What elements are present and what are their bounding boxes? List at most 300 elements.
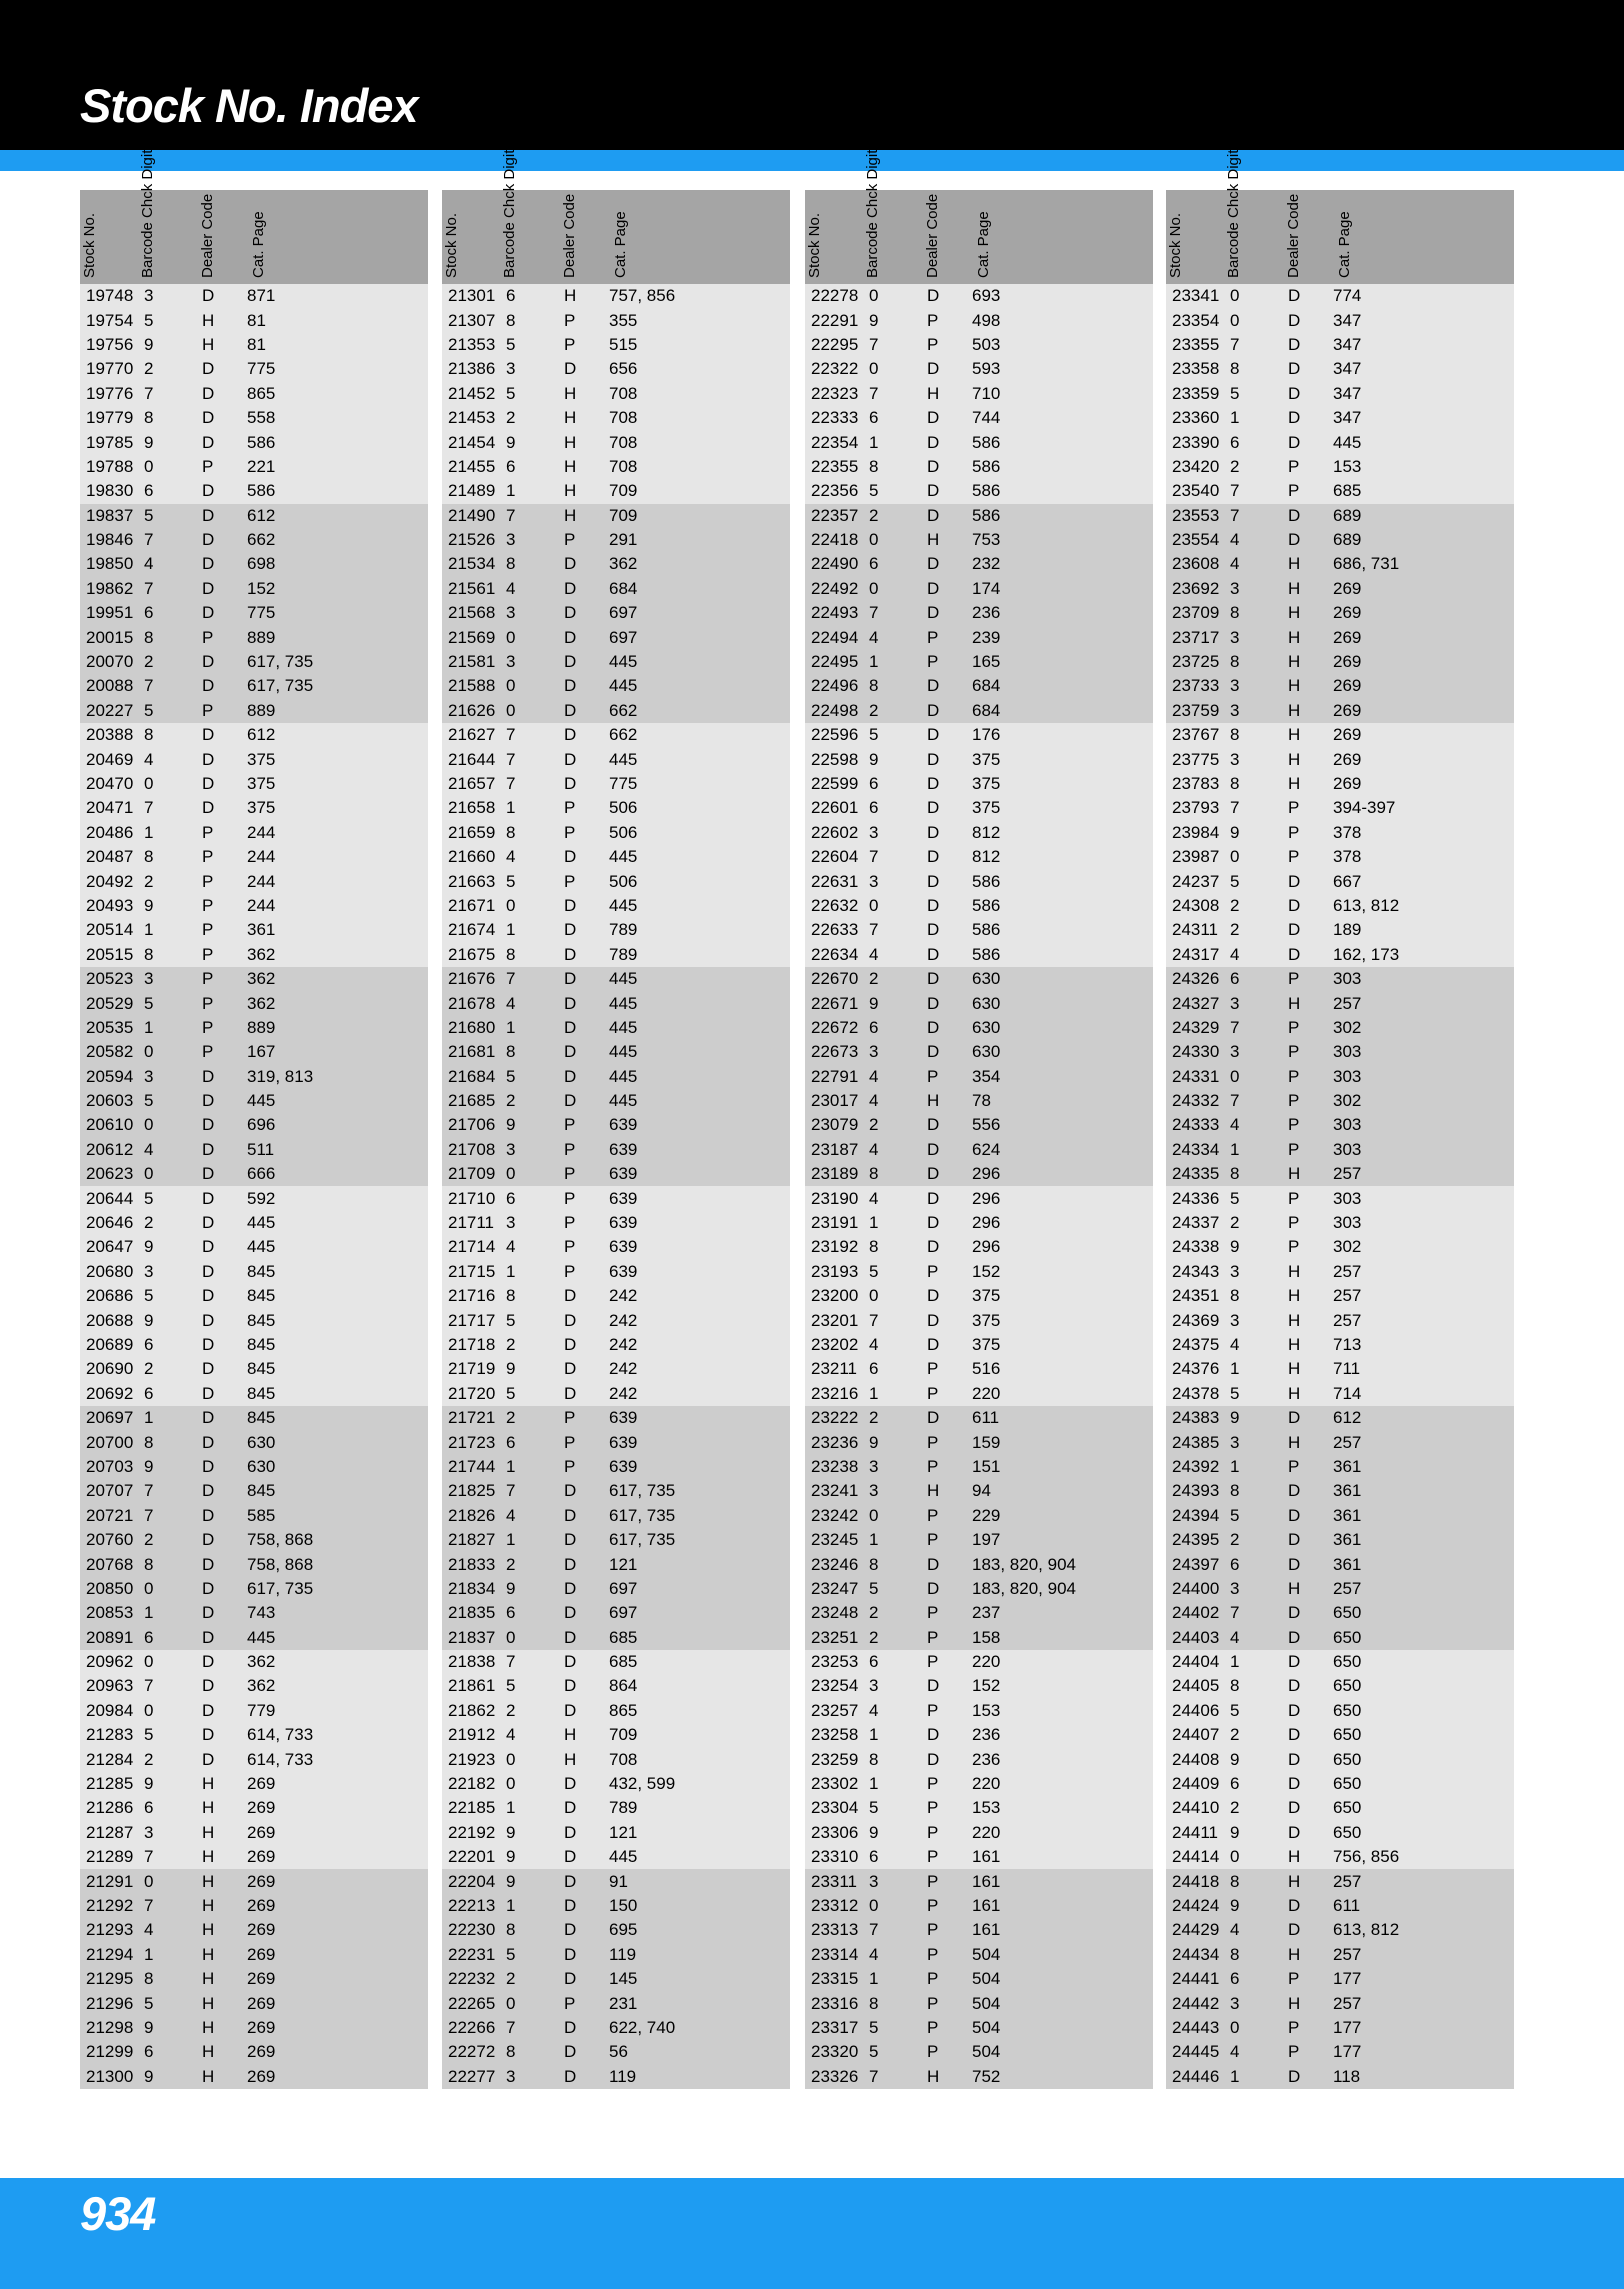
barcode-check-digit: 6 [506, 1188, 516, 1208]
table-row [80, 284, 428, 308]
dealer-code: D [927, 1213, 940, 1233]
stock-number: 22492 [811, 578, 859, 598]
catalog-page: 650 [1333, 1627, 1362, 1647]
barcode-check-digit: 7 [144, 1847, 154, 1867]
table-row [1166, 1845, 1514, 1869]
table-row [80, 1894, 428, 1918]
stock-number: 23733 [1172, 676, 1220, 696]
table-row [1166, 2040, 1514, 2064]
catalog-page: 269 [247, 1774, 276, 1794]
stock-number: 23189 [811, 1164, 859, 1184]
stock-number: 22634 [811, 944, 859, 964]
stock-number: 23767 [1172, 725, 1220, 745]
table-row [805, 430, 1153, 454]
barcode-check-digit: 3 [144, 1261, 154, 1281]
stock-number: 23540 [1172, 481, 1220, 501]
stock-number: 21715 [448, 1261, 496, 1281]
stock-number: 19846 [86, 530, 134, 550]
table-row [80, 1333, 428, 1357]
barcode-check-digit: 7 [869, 1920, 879, 1940]
dealer-code: D [927, 798, 940, 818]
table-row [442, 1089, 790, 1113]
stock-number: 21293 [86, 1920, 134, 1940]
stock-number: 24395 [1172, 1530, 1220, 1550]
stock-number: 24403 [1172, 1627, 1220, 1647]
dealer-code: P [927, 1603, 939, 1623]
stock-number: 20535 [86, 1017, 134, 1037]
catalog-page: 617, 735 [609, 1481, 676, 1501]
stock-number: 20963 [86, 1676, 134, 1696]
table-row [442, 1650, 790, 1674]
dealer-code: D [927, 1310, 940, 1330]
table-row [80, 430, 428, 454]
catalog-page: 592 [247, 1188, 276, 1208]
catalog-page: 445 [609, 676, 638, 696]
dealer-code: D [1288, 944, 1301, 964]
dealer-code: H [1288, 1286, 1301, 1306]
dealer-code: D [927, 505, 940, 525]
stock-number: 23245 [811, 1530, 859, 1550]
dealer-code: D [927, 725, 940, 745]
table-row [442, 2065, 790, 2089]
table-row [1166, 943, 1514, 967]
stock-number: 23311 [811, 1871, 858, 1891]
dealer-code: P [202, 700, 214, 720]
table-row [80, 1796, 428, 1820]
catalog-page: 650 [1333, 1749, 1362, 1769]
catalog-page: 753 [972, 530, 1001, 550]
stock-number: 24308 [1172, 895, 1220, 915]
table-row [442, 1845, 790, 1869]
barcode-check-digit: 1 [144, 822, 154, 842]
table-row [1166, 528, 1514, 552]
stock-number: 24337 [1172, 1213, 1220, 1233]
header-accent-stripe [0, 150, 1624, 171]
barcode-check-digit: 2 [1230, 1798, 1240, 1818]
catalog-page: 709 [609, 505, 638, 525]
catalog-page: 506 [609, 822, 638, 842]
stock-number: 23793 [1172, 798, 1220, 818]
table-row [442, 894, 790, 918]
dealer-code: H [1288, 554, 1301, 574]
dealer-code: H [202, 1895, 215, 1915]
catalog-page: 445 [609, 847, 638, 867]
catalog-page: 150 [609, 1895, 638, 1915]
barcode-check-digit: 3 [869, 871, 879, 891]
table-row [805, 455, 1153, 479]
table-row [805, 845, 1153, 869]
catalog-page: 812 [972, 822, 1001, 842]
barcode-check-digit: 1 [869, 432, 879, 452]
barcode-check-digit: 5 [506, 1066, 516, 1086]
dealer-code: P [927, 627, 939, 647]
dealer-code: D [927, 1578, 940, 1598]
barcode-check-digit: 3 [1230, 676, 1240, 696]
stock-number: 24333 [1172, 1115, 1220, 1135]
stock-number: 24237 [1172, 871, 1220, 891]
stock-number: 20227 [86, 700, 134, 720]
stock-number: 21526 [448, 530, 496, 550]
table-row [80, 1845, 428, 1869]
dealer-code: D [564, 627, 577, 647]
dealer-code: P [564, 1993, 576, 2013]
stock-number: 24332 [1172, 1091, 1220, 1111]
barcode-check-digit: 2 [506, 1554, 516, 1574]
catalog-page: 174 [972, 578, 1001, 598]
catalog-page: 221 [247, 456, 276, 476]
barcode-check-digit: 1 [869, 1774, 879, 1794]
catalog-page: 667 [1333, 871, 1362, 891]
barcode-check-digit: 7 [144, 1676, 154, 1696]
stock-number: 21719 [448, 1359, 496, 1379]
table-row [805, 1382, 1153, 1406]
barcode-check-digit: 6 [144, 1334, 154, 1354]
table-row [80, 1406, 428, 1430]
dealer-code: P [202, 895, 214, 915]
barcode-check-digit: 8 [1230, 1871, 1240, 1891]
catalog-page: 269 [247, 2066, 276, 2086]
dealer-code: D [202, 359, 215, 379]
dealer-code: D [564, 895, 577, 915]
stock-number: 19754 [86, 310, 134, 330]
barcode-check-digit: 5 [144, 1188, 154, 1208]
table-row [1166, 1821, 1514, 1845]
catalog-page: 516 [972, 1359, 1001, 1379]
dealer-code: P [927, 1871, 939, 1891]
table-row [80, 1674, 428, 1698]
catalog-page: 445 [247, 1237, 276, 1257]
barcode-check-digit: 6 [869, 1017, 879, 1037]
barcode-check-digit: 3 [869, 1676, 879, 1696]
stock-number: 22291 [811, 310, 859, 330]
barcode-check-digit: 7 [869, 847, 879, 867]
dealer-code: P [927, 1895, 939, 1915]
stock-number: 20088 [86, 676, 134, 696]
barcode-check-digit: 1 [506, 481, 516, 501]
stock-number: 21386 [448, 359, 496, 379]
table-row [1166, 2016, 1514, 2040]
barcode-check-digit: 2 [144, 652, 154, 672]
dealer-code: D [927, 286, 940, 306]
stock-number: 24351 [1172, 1286, 1220, 1306]
barcode-check-digit: 3 [1230, 1310, 1240, 1330]
dealer-code: D [564, 1578, 577, 1598]
dealer-code: D [1288, 1554, 1301, 1574]
catalog-page: 78 [972, 1091, 991, 1111]
table-row [1166, 479, 1514, 503]
dealer-code: D [1288, 1895, 1301, 1915]
stock-number: 22201 [448, 1847, 496, 1867]
catalog-page: 617, 735 [247, 1578, 314, 1598]
stock-number: 23358 [1172, 359, 1220, 379]
catalog-page: 845 [247, 1359, 276, 1379]
table-row [1166, 1869, 1514, 1893]
barcode-check-digit: 4 [869, 1700, 879, 1720]
catalog-page: 269 [1333, 578, 1362, 598]
table-row [442, 577, 790, 601]
barcode-check-digit: 8 [144, 1969, 154, 1989]
stock-number: 24334 [1172, 1139, 1220, 1159]
dealer-code: D [927, 1164, 940, 1184]
catalog-page: 613, 812 [1333, 895, 1400, 915]
dealer-code: P [1288, 2017, 1300, 2037]
stock-number: 21581 [448, 652, 496, 672]
stock-number: 21718 [448, 1334, 496, 1354]
barcode-check-digit: 5 [869, 725, 879, 745]
catalog-page: 257 [1333, 1261, 1362, 1281]
dealer-code: D [202, 1676, 215, 1696]
catalog-page: 614, 733 [247, 1725, 314, 1745]
barcode-check-digit: 9 [1230, 822, 1240, 842]
dealer-code: H [1288, 1944, 1301, 1964]
dealer-code: D [1288, 383, 1301, 403]
catalog-page: 586 [972, 871, 1001, 891]
stock-number: 22496 [811, 676, 859, 696]
dealer-code: H [564, 1725, 577, 1745]
dealer-code: D [202, 1383, 215, 1403]
catalog-page: 362 [247, 1676, 276, 1696]
barcode-check-digit: 6 [144, 1383, 154, 1403]
dealer-code: D [564, 1895, 577, 1915]
barcode-check-digit: 8 [1230, 774, 1240, 793]
dealer-code: P [1288, 847, 1300, 867]
barcode-check-digit: 9 [144, 432, 154, 452]
dealer-code: P [927, 334, 939, 354]
stock-number: 23317 [811, 2017, 859, 2037]
dealer-code: P [1288, 1213, 1300, 1233]
barcode-check-digit: 4 [506, 1505, 516, 1525]
stock-number: 24410 [1172, 1798, 1220, 1818]
catalog-page: 159 [972, 1432, 1001, 1452]
stock-number: 22278 [811, 286, 859, 306]
catalog-page: 244 [247, 847, 276, 867]
table-row [1166, 1016, 1514, 1040]
table-row [80, 625, 428, 649]
barcode-check-digit: 0 [869, 1286, 879, 1306]
table-row [442, 1357, 790, 1381]
dealer-code: D [564, 1676, 577, 1696]
barcode-check-digit: 9 [506, 1847, 516, 1867]
catalog-page: 686, 731 [1333, 554, 1400, 574]
table-row [442, 1601, 790, 1625]
table-row [80, 1284, 428, 1308]
catalog-page: 269 [247, 1822, 276, 1842]
barcode-check-digit: 4 [144, 1139, 154, 1159]
catalog-page: 709 [609, 481, 638, 501]
stock-number: 20853 [86, 1603, 134, 1623]
catalog-page: 445 [247, 1091, 276, 1111]
table-row [805, 1479, 1153, 1503]
catalog-page: 693 [972, 286, 1001, 306]
barcode-check-digit: 2 [1230, 1530, 1240, 1550]
catalog-page: 775 [247, 359, 276, 379]
dealer-code: H [1288, 1847, 1301, 1867]
table-row [805, 1065, 1153, 1089]
barcode-check-digit: 4 [1230, 530, 1240, 550]
dealer-code: P [564, 1261, 576, 1281]
barcode-check-digit: 9 [1230, 1237, 1240, 1257]
barcode-check-digit: 9 [506, 1578, 516, 1598]
table-row [80, 1577, 428, 1601]
dealer-code: D [564, 1091, 577, 1111]
barcode-check-digit: 1 [1230, 1359, 1240, 1379]
dealer-code: D [564, 944, 577, 964]
catalog-page: 845 [247, 1383, 276, 1403]
catalog-page: 789 [609, 944, 638, 964]
barcode-check-digit: 5 [1230, 1188, 1240, 1208]
stock-number: 21626 [448, 700, 496, 720]
stock-number: 21569 [448, 627, 496, 647]
stock-number: 22322 [811, 359, 859, 379]
stock-number: 24446 [1172, 2066, 1220, 2086]
stock-number: 20697 [86, 1408, 134, 1428]
catalog-page: 269 [247, 1969, 276, 1989]
table-row [80, 1601, 428, 1625]
table-row [1166, 577, 1514, 601]
table-row [1166, 1113, 1514, 1137]
dealer-code: D [927, 603, 940, 623]
catalog-page: 229 [972, 1505, 1001, 1525]
dealer-code: D [564, 652, 577, 672]
barcode-check-digit: 8 [506, 1286, 516, 1306]
dealer-code: P [927, 1432, 939, 1452]
stock-number: 21681 [448, 1042, 496, 1062]
catalog-page: 91 [609, 1871, 628, 1891]
dealer-code: D [564, 2017, 577, 2037]
table-row [80, 723, 428, 747]
catalog-page: 613, 812 [1333, 1920, 1400, 1940]
catalog-page: 269 [247, 1895, 276, 1915]
catalog-page: 695 [609, 1920, 638, 1940]
barcode-check-digit: 1 [506, 920, 516, 940]
stock-number: 19850 [86, 554, 134, 574]
dealer-code: D [202, 554, 215, 574]
stock-number: 23984 [1172, 822, 1220, 842]
index-table [442, 149, 790, 2089]
dealer-code: D [564, 1627, 577, 1647]
dealer-code: P [927, 2017, 939, 2037]
dealer-code: P [927, 1920, 939, 1940]
catalog-page: 269 [1333, 627, 1362, 647]
barcode-check-digit: 8 [1230, 725, 1240, 745]
stock-number: 23192 [811, 1237, 859, 1257]
stock-number: 23306 [811, 1822, 859, 1842]
column-header-dealer: Dealer Code [1285, 193, 1302, 278]
barcode-check-digit: 8 [869, 1164, 879, 1184]
table-row [805, 699, 1153, 723]
stock-number: 23783 [1172, 774, 1220, 793]
table-row [80, 2016, 428, 2040]
catalog-page: 121 [609, 1822, 638, 1842]
table-row [1166, 1699, 1514, 1723]
barcode-check-digit: 7 [506, 774, 516, 793]
table-row [1166, 1528, 1514, 1552]
dealer-code: H [1288, 1359, 1301, 1379]
dealer-code: D [564, 2066, 577, 2086]
dealer-code: H [1288, 725, 1301, 745]
catalog-page: 375 [247, 798, 276, 818]
table-row [442, 455, 790, 479]
dealer-code: D [202, 1749, 215, 1769]
stock-number: 21723 [448, 1432, 496, 1452]
stock-number: 20760 [86, 1530, 134, 1550]
table-row [805, 991, 1153, 1015]
column-header-cat-page: Cat. Page [612, 211, 629, 278]
stock-number: 23236 [811, 1432, 859, 1452]
dealer-code: P [1288, 1188, 1300, 1208]
barcode-check-digit: 7 [1230, 1091, 1240, 1111]
catalog-page: 269 [247, 1798, 276, 1818]
table-row [1166, 1138, 1514, 1162]
stock-number: 21720 [448, 1383, 496, 1403]
table-row [1166, 1967, 1514, 1991]
table-row [1166, 1455, 1514, 1479]
table-row [805, 1357, 1153, 1381]
dealer-code: D [564, 1359, 577, 1379]
barcode-check-digit: 2 [1230, 920, 1240, 940]
dealer-code: P [1288, 822, 1300, 842]
barcode-check-digit: 7 [144, 530, 154, 550]
dealer-code: D [927, 578, 940, 598]
dealer-code: P [564, 1164, 576, 1184]
barcode-check-digit: 8 [144, 944, 154, 964]
table-row [1166, 699, 1514, 723]
table-row [805, 357, 1153, 381]
table-row [1166, 455, 1514, 479]
stock-number: 20514 [86, 920, 134, 940]
table-row [442, 552, 790, 576]
stock-number: 21674 [448, 920, 496, 940]
dealer-code: P [1288, 1237, 1300, 1257]
catalog-page: 362 [247, 944, 276, 964]
dealer-code: P [927, 1969, 939, 1989]
catalog-page: 375 [247, 749, 276, 769]
catalog-page: 257 [1333, 1871, 1362, 1891]
catalog-page: 639 [609, 1115, 638, 1135]
table-row [442, 1065, 790, 1089]
table-row [805, 1260, 1153, 1284]
dealer-code: D [564, 1969, 577, 1989]
dealer-code: P [202, 847, 214, 867]
catalog-page: 445 [1333, 432, 1362, 452]
stock-number: 23725 [1172, 652, 1220, 672]
stock-number: 20523 [86, 969, 134, 989]
table-row [442, 1308, 790, 1332]
dealer-code: P [564, 530, 576, 550]
dealer-code: D [927, 1237, 940, 1257]
barcode-check-digit: 9 [506, 1115, 516, 1135]
table-row [1166, 1625, 1514, 1649]
catalog-page: 375 [972, 1286, 1001, 1306]
table-row [1166, 1479, 1514, 1503]
barcode-check-digit: 3 [506, 530, 516, 550]
barcode-check-digit: 0 [869, 895, 879, 915]
stock-number: 24331 [1172, 1066, 1220, 1086]
dealer-code: P [202, 1042, 214, 1062]
catalog-page: 779 [247, 1700, 276, 1720]
table-row [442, 674, 790, 698]
page-number: 934 [80, 2187, 156, 2240]
table-row [805, 308, 1153, 332]
stock-number: 24404 [1172, 1652, 1220, 1672]
barcode-check-digit: 1 [144, 1603, 154, 1623]
dealer-code: P [927, 310, 939, 330]
table-row [80, 1869, 428, 1893]
table-row [805, 1089, 1153, 1113]
barcode-check-digit: 5 [506, 1383, 516, 1403]
barcode-check-digit: 0 [144, 1115, 154, 1135]
dealer-code: D [927, 749, 940, 769]
